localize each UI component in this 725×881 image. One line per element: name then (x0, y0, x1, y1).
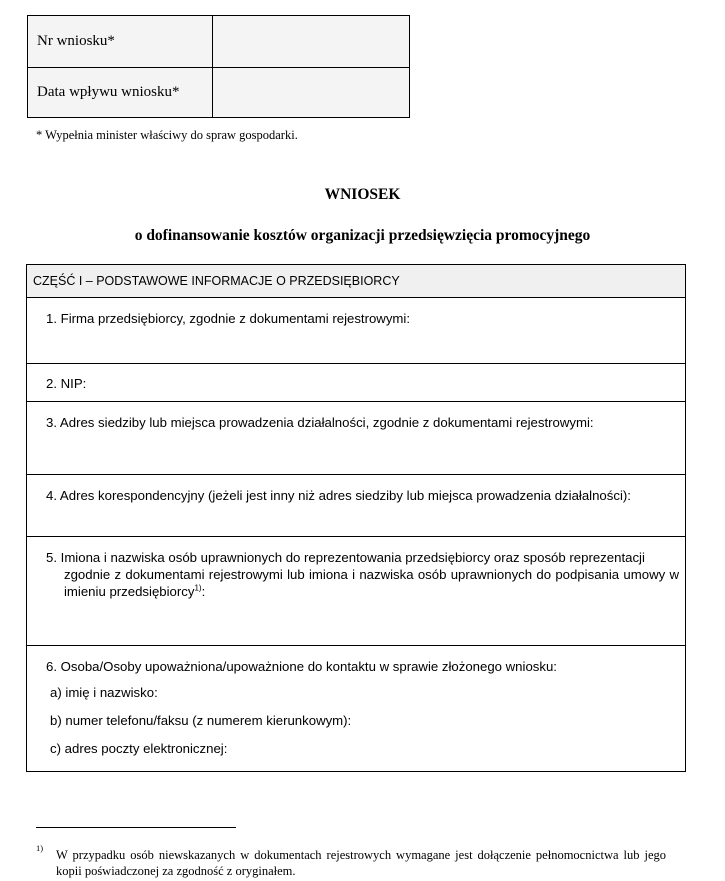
receipt-date-label: Data wpływu wniosku* (28, 67, 213, 117)
representatives-label-cont (46, 566, 679, 600)
part1-form (26, 264, 686, 772)
footnote-ref: 1) (194, 583, 202, 593)
part1-header (27, 265, 685, 298)
request-number-field[interactable] (213, 16, 409, 67)
contact-person-section (27, 646, 685, 771)
nip-section[interactable] (27, 364, 685, 402)
registered-address-section[interactable] (27, 402, 685, 475)
representatives-label-end: : (201, 584, 206, 599)
representatives-label-line1: 5. Imiona i nazwiska osób uprawnionych do reprezentowania przedsiębiorcy oraz sposób reprezentacji (46, 550, 645, 565)
receipt-date-row (28, 67, 409, 117)
nip-label: 2. NIP: (46, 376, 87, 391)
footnote-separator (36, 827, 236, 828)
contact-person-label: 6. Osoba/Osoby upoważniona/upoważnione do kontaktu w sprawie złożonego wniosku: (46, 659, 557, 674)
contact-phone-field[interactable]: b) numer telefonu/faksu (z numerem kierunkowym): (50, 713, 352, 728)
correspondence-address-label: 4. Adres korespondencyjny (jeżeli jest inny niż adres siedziby lub miejsca prowadzenia działalności): (46, 488, 631, 503)
contact-email-field[interactable]: c) adres poczty elektronicznej: (50, 741, 228, 756)
correspondence-address-section[interactable] (27, 475, 685, 537)
document-title: WNIOSEK (324, 186, 401, 203)
office-note: * Wypełnia minister właściwy do spraw gospodarki. (36, 128, 298, 142)
office-use-table (27, 15, 410, 118)
contact-name-field[interactable]: a) imię i nazwisko: (50, 685, 158, 700)
representatives-label-cont-text: zgodnie z dokumentami rejestrowymi lub imiona i nazwiska osób uprawnionych do podpisania umowy w imieniu przedsiębiorcy (64, 567, 679, 599)
request-number-row (28, 16, 409, 68)
company-name-label: 1. Firma przedsiębiorcy, zgodnie z dokumentami rejestrowymi: (46, 311, 411, 326)
document-subtitle: o dofinansowanie kosztów organizacji przedsięwzięcia promocyjnego (134, 227, 591, 244)
company-name-section[interactable] (27, 298, 685, 364)
footnote-mark: 1) (36, 843, 44, 853)
representatives-section[interactable] (27, 537, 685, 646)
footnote-text: W przypadku osób niewskazanych w dokumentach rejestrowych wymagane jest dołączenie pełnomocnictwa lub jego kopii poświadczonej za zgodność z oryginałem. (56, 848, 666, 878)
receipt-date-field[interactable] (213, 67, 409, 117)
request-number-label: Nr wniosku* (28, 16, 213, 67)
registered-address-label: 3. Adres siedziby lub miejsca prowadzenia działalności, zgodnie z dokumentami rejestrowymi: (46, 415, 594, 430)
representatives-label (46, 549, 679, 600)
part1-header-text: CZĘŚĆ I – PODSTAWOWE INFORMACJE O PRZEDSIĘBIORCY (33, 274, 400, 288)
